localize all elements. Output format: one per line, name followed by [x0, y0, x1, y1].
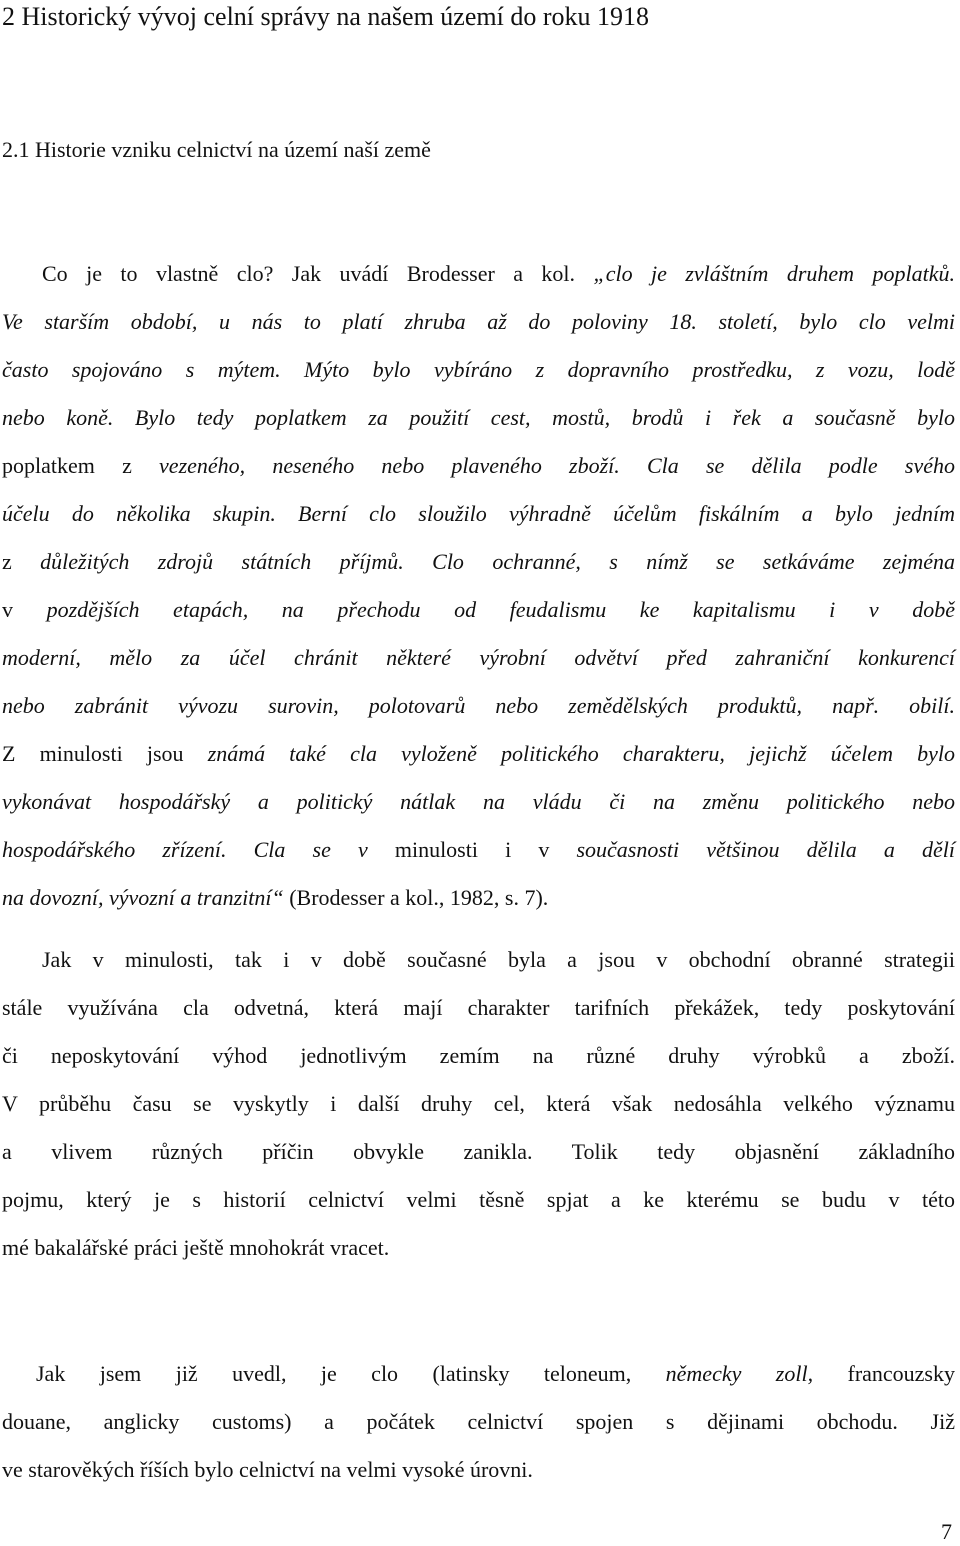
quote-run: vezeného, neseného nebo plaveného zboží. Cla se dělila podle svého [159, 453, 955, 478]
text-line [2, 826, 955, 874]
text-line [2, 730, 955, 778]
text-run: v [2, 597, 47, 622]
text-run: minulosti i v [367, 837, 577, 862]
quote-run: často spojováno s mýtem. Mýto bylo vybíráno z dopravního prostředku, z vozu, lodě [2, 357, 955, 382]
text-line [2, 442, 955, 490]
text-line [2, 394, 955, 442]
text-line [2, 1398, 955, 1446]
text-run: ve starověkých říších bylo celnictví na velmi vysoké úrovni. [2, 1457, 533, 1482]
text-line [2, 778, 955, 826]
text-line [2, 682, 955, 730]
quote-run: důležitých zdrojů státních příjmů. Clo ochranné, s nímž se setkáváme zejména [40, 549, 955, 574]
quote-run: známá také cla vyloženě politického charakteru, jejichž účelem bylo [207, 741, 955, 766]
paragraph-etymology [2, 1350, 955, 1494]
text-line [2, 250, 955, 298]
quote-run: pozdějších etapách, na přechodu od feudalismu ke kapitalismu i v době [46, 597, 955, 622]
text-line: či neposkytování výhod jednotlivým zemím na různé druhy výrobků a zboží. [2, 1043, 955, 1068]
quote-run: vykonávat hospodářský a politický nátlak na vládu či na změnu politického nebo [2, 789, 955, 814]
paragraph-retaliatory-duties [2, 936, 955, 1272]
quote-run: nebo koně. [2, 405, 135, 430]
quote-run: moderní, mělo za účel chránit některé výrobní odvětví před zahraniční konkurencí [2, 645, 955, 670]
citation-run: (Brodesser a kol., 1982, s. 7). [283, 885, 549, 910]
quote-run: účelu do několika skupin. Berní clo sloužilo výhradně účelům fiskálním a bylo jedním [2, 501, 955, 526]
quote-run: nebo zabránit vývozu surovin, polotovarů nebo zemědělských produktů, např. obilí. [2, 693, 955, 718]
quote-run: současnosti většinou dělila a dělí [576, 837, 955, 862]
text-line [2, 346, 955, 394]
text-line [2, 634, 955, 682]
text-run: douane, anglicky customs) a počátek celnictví spojen s dějinami obchodu. Již [2, 1409, 955, 1434]
quote-run: hospodářského zřízení. Cla se v [2, 837, 368, 862]
text-run: francouzsky [813, 1361, 955, 1386]
text-line: stále využívána cla odvetná, která mají charakter tarifních překážek, tedy poskytování [2, 995, 955, 1020]
text-line: mé bakalářské práci ještě mnohokrát vracet. [2, 1235, 390, 1260]
quote-run: „clo je zvláštním druhem poplatků. [593, 261, 955, 286]
quote-run: Ve starším období, u nás to platí zhruba až do poloviny 18. století, bylo clo velmi [2, 309, 955, 334]
paragraph-brodesser-quote [2, 250, 955, 922]
emphasis-run: německy zoll, [665, 1361, 814, 1386]
section-heading: 2.1 Historie vzniku celnictví na území naší země [2, 137, 431, 162]
text-line [2, 1446, 955, 1494]
text-run: Co je to vlastně clo? Jak uvádí Brodesser a kol. [42, 261, 594, 286]
text-line [2, 1350, 955, 1398]
text-line [2, 298, 955, 346]
page-number: 7 [941, 1519, 952, 1544]
text-line [2, 538, 955, 586]
text-line [2, 874, 955, 922]
quote-run: na dovozní, vývozní a tranzitní“ [2, 885, 284, 910]
text-run: Jak jsem již uvedl, je clo (latinsky teloneum, [36, 1361, 666, 1386]
chapter-heading: 2 Historický vývoj celní správy na našem území do roku 1918 [2, 2, 649, 31]
text-line: Jak v minulosti, tak i v době současné byla a jsou v obchodní obranné strategii [42, 947, 955, 972]
text-run: poplatkem z [2, 453, 160, 478]
text-line: pojmu, který je s historií celnictví velmi těsně spjat a ke kterému se budu v této [2, 1187, 955, 1212]
text-line [2, 586, 955, 634]
text-line: a vlivem různých příčin obvykle zanikla. Tolik tedy objasnění základního [2, 1139, 955, 1164]
text-run: Z minulosti jsou [2, 741, 208, 766]
text-line: V průběhu času se vyskytly i další druhy cel, která však nedosáhla velkého významu [2, 1091, 955, 1116]
text-run: z [2, 549, 41, 574]
quote-run: Bylo tedy poplatkem za použití cest, mostů, brodů i řek a současně bylo [134, 405, 955, 430]
text-line [2, 490, 955, 538]
